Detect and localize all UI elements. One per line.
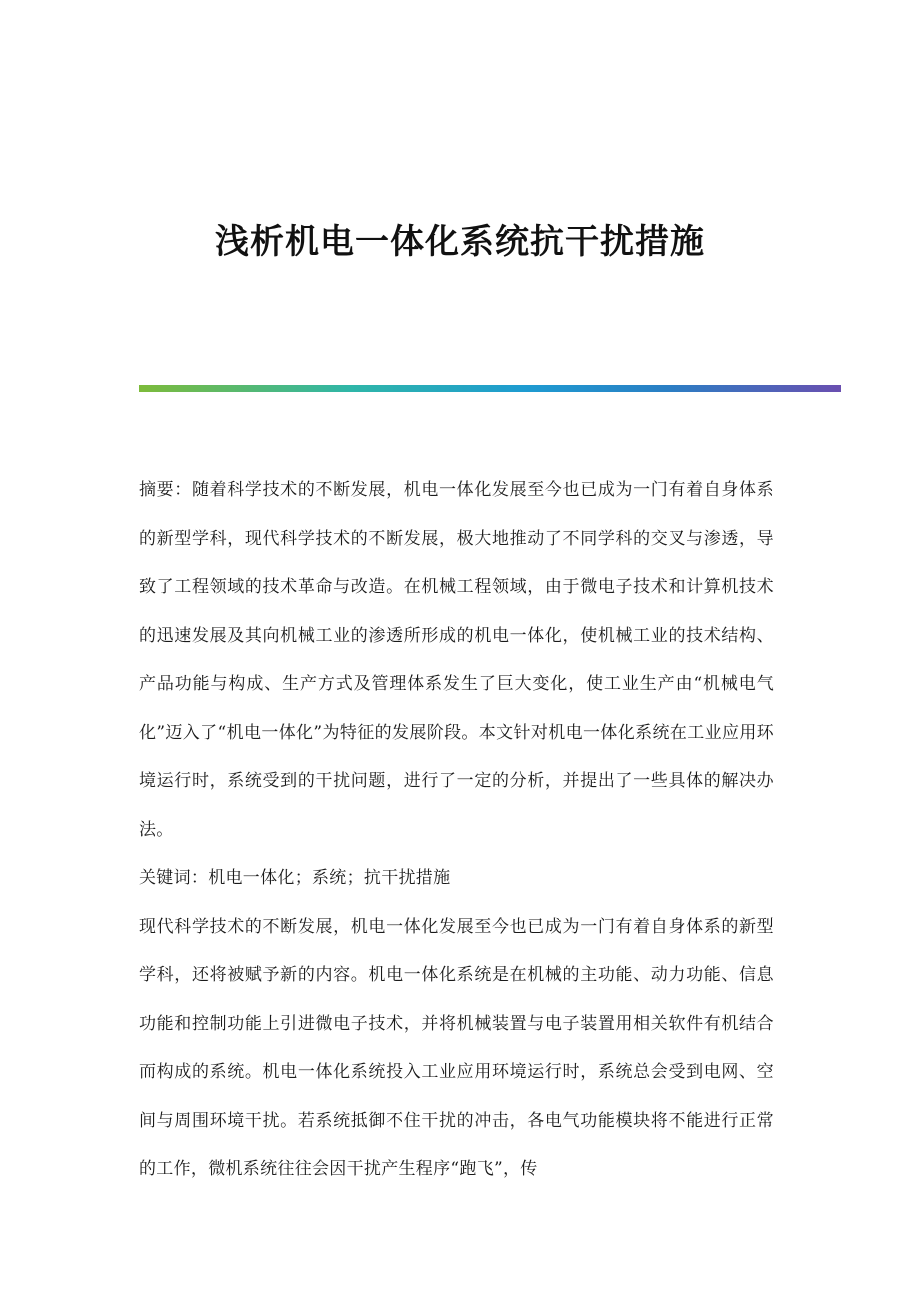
title-divider — [139, 385, 841, 392]
document-title: 浅析机电一体化系统抗干扰措施 — [215, 222, 705, 262]
document-body — [139, 466, 774, 1194]
body-paragraph: 现代科学技术的不断发展，机电一体化发展至今也已成为一门有着自身体系的新型学科，还将被赋予新的内容。机电一体化系统是在机械的主功能、动力功能、信息功能和控制功能上引进微电子技术，并将机械装置与电子装置用相关软件有机结合而构成的系统。机电一体化系统投入工业应用环境运行时，系统总会受到电网、空间与周围环境干扰。若系统抵御不住干扰的冲击，各电气功能模块将不能进行正常的工作，微机系统往往会因干扰产生程序“跑飞”，传 — [139, 916, 774, 1179]
abstract-paragraph: 摘要：随着科学技术的不断发展，机电一体化发展至今也已成为一门有着自身体系的新型学科，现代科学技术的不断发展，极大地推动了不同学科的交叉与渗透，导致了工程领域的技术革命与改造。在机械工程领域，由于微电子技术和计算机技术的迅速发展及其向机械工业的渗透所形成的机电一体化，使机械工业的技术结构、产品功能与构成、生产方式及管理体系发生了巨大变化，使工业生产由“机械电气化”迈入了“机电一体化”为特征的发展阶段。本文针对机电一体化系统在工业应用环境运行时，系统受到的干扰问题，进行了一定的分析，并提出了一些具体的解决办法。 — [139, 480, 774, 840]
keywords-paragraph: 关键词：机电一体化；系统；抗干扰措施 — [139, 868, 451, 888]
